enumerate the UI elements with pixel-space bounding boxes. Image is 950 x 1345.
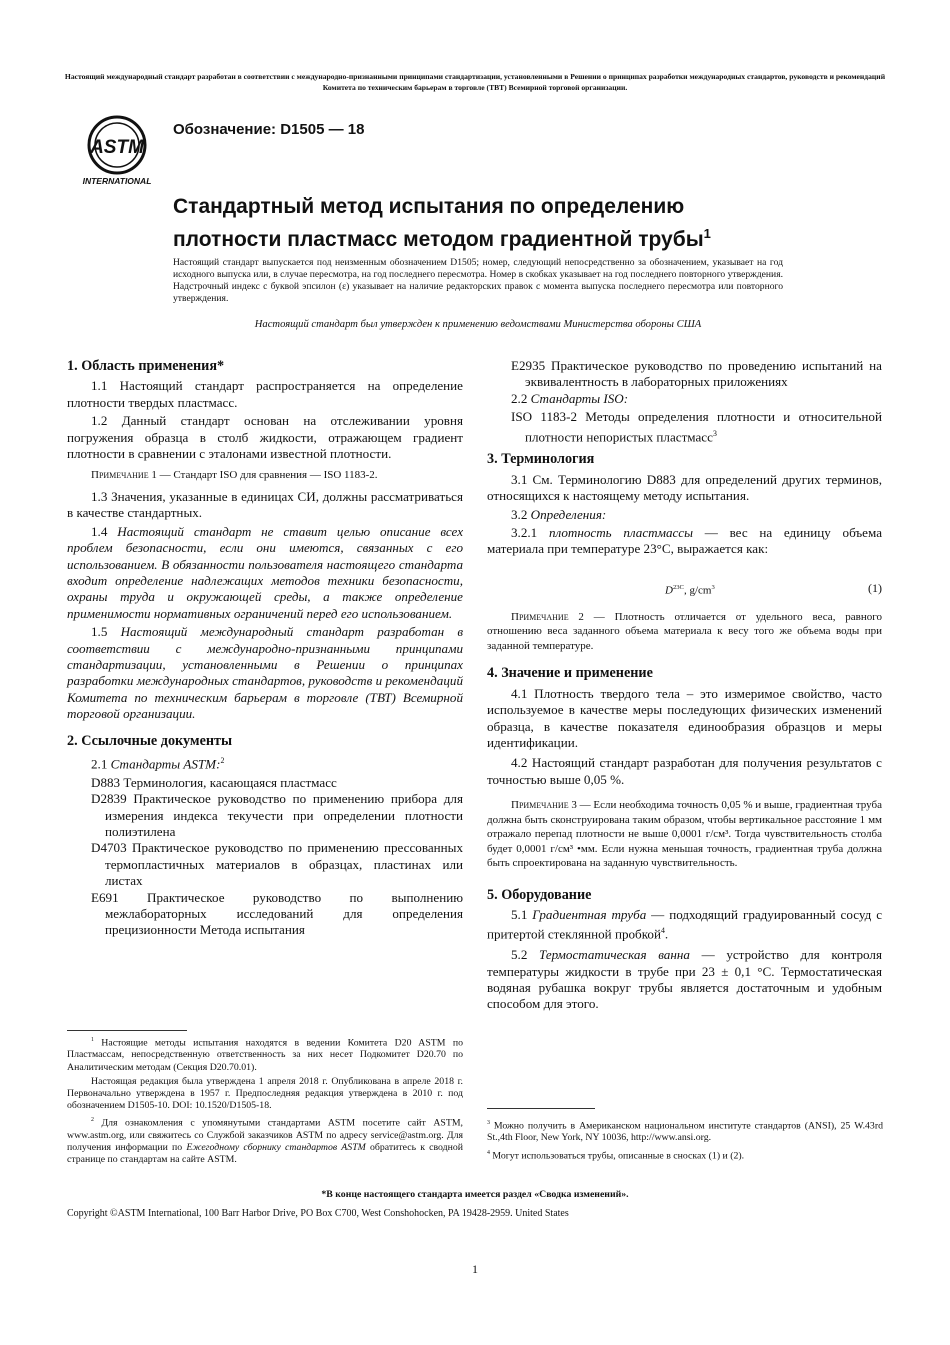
footnote-1b: Настоящая редакция была утверждена 1 апреля 2018 г. Опубликована в апреле 2018 г. Первоначально утверждена в 1957 г. Предпоследняя редакция утверждена в 2010 г. под обозначением D1505-10. DOI: 10.1520/D1505-18. [67,1075,463,1112]
reference-item [511,409,882,445]
para-5-2-num: 5.2 [511,947,540,963]
issue-note: Настоящий стандарт выпускается под неизменным обозначением D1505; номер, следующий непосредственно за обозначением, указывает на год исходного выпуска или, в случае пересмотра, на год последнего пересмотра. Номер в скобках указывает на год последнего повторного утверждения. Надстрочный индекс с буквой эпсилон (ε) указывает на наличие редакторских правок с момента выпуска последнего пересмотра или повторного утверждения. [173,257,783,304]
note-2-text: — Плотность отличается от удельного веса, равного отношению веса заданного объема материала к весу того же объема воды при заданной температуре. [487,610,882,652]
equation-unit-superscript: 3 [711,583,715,591]
para-5-2-text: — устройство для контроля температуры жидкости в трубе при 23 ± 0,1 °C. Термостатическая водяная рубашка вокруг трубы является достаточным и удобным способом для этого. [487,947,882,1012]
para-5-1-footnote-ref: 4 [660,926,665,936]
designation: Обозначение: D1505 — 18 [173,121,365,138]
footnote-3-marker: 3 [487,1120,490,1126]
section-2-heading: 2. Ссылочные документы [67,732,233,749]
iso-reference-list [487,409,882,445]
para-1-5-text: Настоящий международный стандарт разработан в соответствии с международно-признанными принципами стандартизации, установленными в Решении о принципах разработки международных стандартов, руководств и рекомендаций Комитета по техническим барьерам в торговле (ТВТ) Всемирной торговой организации. [67,624,464,722]
para-3-2-1-num: 3.2.1 [511,525,549,541]
para-5-1 [487,907,882,943]
note-3-label: Примечание 3 [511,799,577,812]
para-5-2 [487,947,882,1013]
reference-item: D2839 Практическое руководство по применению прибора для измерения индекса текучести при определении плотности полиэтилена [91,791,463,840]
logo-mark: ASTM [90,137,144,158]
para-1-1: 1.1 Настоящий стандарт распространяется на определение плотности твердых пластмасс. [67,378,463,410]
left-footnotes [67,1030,463,1169]
para-2-1-footnote-ref: 2 [220,756,225,766]
footnote-divider [487,1108,595,1109]
summary-of-changes-note: *В конце настоящего стандарта имеется раздел «Сводка изменений». [321,1189,629,1200]
reference-item: D883 Терминология, касающаяся пластмасс [91,774,337,790]
para-3-2-num: 3.2 [511,506,531,522]
note-1-label: Примечание 1 [91,469,157,482]
iso-footnote-ref: 3 [712,428,717,438]
footnote-2-text-b: обратитесь к сводной странице по стандартам на сайте ASTM. [67,1142,464,1166]
para-4-2: 4.2 Настоящий стандарт разработан для получения результатов с точностью выше 0,05 %. [487,755,882,787]
para-3-2 [487,507,882,523]
right-footnotes [487,1108,883,1164]
para-1-4 [67,524,463,622]
para-2-1-num: 2.1 [91,756,111,772]
note-3-text: — Если необходима точность 0,05 % и выше, градиентная труба должна быть сконструирована таким образом, чтобы вертикальное расстояние 1 мм отражало перепад плотности не выше 0,0001 г/см³. Тогда чувствительность столба будет 0,0001 г/см³ •мм. Если нужна меньшая точность, градиентная труба должна быть спроектирована на заданную чувствительность. [487,799,882,870]
footnote-2 [67,1114,463,1166]
reference-item: D4703 Практическое руководство по применению прессованных термопластичных материалов в образцах, пластинах или листах [91,840,463,889]
approval-note: Настоящий стандарт был утвержден к применению ведомствами Министерства обороны США [254,319,702,330]
footnote-divider [67,1030,187,1031]
note-2 [487,610,882,654]
para-1-3: 1.3 Значения, указанные в единицах СИ, должны рассматриваться в качестве стандартных. [67,488,463,521]
copyright: Copyright ©ASTM International, 100 Barr Harbor Drive, PO Box C700, West Conshohocken, PA 19428-2959. United States [67,1208,569,1219]
section-3-heading: 3. Терминология [487,451,595,468]
para-1-5 [67,624,463,722]
reference-item: E691 Практическое руководство по выполнению межлабораторных исследований для определения прецизионности Метода испытания [91,889,463,938]
section-5-heading: 5. Оборудование [487,886,592,903]
para-2-2-text: Стандарты ISO: [530,390,629,406]
footnote-4-text: Могут использоваться трубы, описанные в сносках (1) и (2). [492,1149,745,1161]
equation-number: (1) [868,580,882,595]
page-title [173,193,773,253]
para-3-2-text: Определения: [530,506,607,522]
logo-text: INTERNATIONAL [82,176,152,186]
iso-reference-text: ISO 1183-2 Методы определения плотности и относительной плотности непористых пластмасс [511,409,882,444]
para-4-1: 4.1 Плотность твердого тела – это измеримое свойство, часто используемое в качестве меры последующих физических изменений образца, в качестве показателя единообразия образцов и меры идентификации. [487,685,882,750]
footnote-3 [487,1117,883,1145]
equation-unit: , g/cm [683,584,712,597]
note-3 [487,798,882,871]
astm-reference-list [67,775,463,939]
title-footnote-ref: 1 [703,226,711,241]
note-1-text: — Стандарт ISO для сравнения — ISO 1183-2. [156,469,378,482]
astm-logo [76,112,158,188]
equation-symbol: D [665,584,673,597]
astm-reference-list-cont [487,358,882,391]
left-column [67,358,463,939]
para-2-2-num: 2.2 [511,390,531,406]
reference-item: E2935 Практическое руководство по проведению испытаний на эквивалентность в лабораторных приложениях [511,358,882,390]
para-1-2: 1.2 Данный стандарт основан на отслеживании уровня погружения образца в столб жидкости, отражающем градиент плотности в сравнении с эталонами известной плотности. [67,413,463,462]
para-1-4-num: 1.4 [91,523,118,539]
top-notice: Настоящий международный стандарт разработан в соответствии с международно-признанными принципами стандартизации, установленными в Решении о принципах разработки международных стандартов, руководств и рекомендаций Комитета по техническим барьерам в торговле (ТВТ) Всемирной торговой организации. [64,72,886,92]
para-3-1: 3.1 См. Терминологию D883 для определений других терминов, относящихся к настоящему методу испытания. [487,471,882,504]
footnote-1 [67,1034,463,1074]
para-5-1-text: — подходящий градуированный сосуд с притертой стеклянной пробкой [487,907,883,942]
footnote-2-marker: 2 [91,1117,94,1124]
para-3-2-1-term: плотность пластмассы [548,525,693,541]
para-2-2 [487,391,882,407]
para-2-1 [67,753,463,773]
section-4-heading: 4. Значение и применение [487,665,653,682]
footnote-4-marker: 4 [487,1149,490,1156]
para-5-2-term: Термостатическая ванна [539,947,690,963]
para-2-1-text: Стандарты ASTM: [110,756,221,772]
equation-expression [665,580,715,599]
right-column [487,358,882,1015]
footnote-4 [487,1147,883,1162]
para-1-5-num: 1.5 [91,624,121,640]
para-3-2-1-text: — вес на единицу объема материала при температуре 23°C, выражается как: [487,525,883,557]
footnote-1-marker: 1 [91,1037,94,1043]
equation-superscript: 23C [672,583,684,591]
para-5-1-end: . [664,926,669,942]
para-3-2-1 [487,525,882,558]
footnote-2-italic: Ежегодному сборнику стандартов ASTM [186,1142,366,1154]
equation-1 [487,574,882,604]
page-number: 1 [472,1262,478,1276]
para-1-4-text: Настоящий стандарт не ставит целью описание всех проблем безопасности, если они имеются, связанных с его использованием. В обязанности пользователя настоящего стандарта входит определение надлежащих методов техники безопасности, охраны труда и окружающей среды, а также определение применимости нормативных ограничений перед его использованием. [67,523,464,621]
section-1-heading: 1. Область применения* [67,358,225,374]
para-5-1-num: 5.1 [511,907,533,923]
footnote-3-text: Можно получить в Американском национальном институте стандартов (ANSI), 25 W.43rd St.,4th Floor, New York, NY 10036, http://www.ansi.org. [487,1120,883,1144]
note-2-label: Примечание 2 [511,610,584,623]
footnote-2-text-a: Для ознакомления с упомянутыми стандартами ASTM посетите сайт ASTM, www.astm.org, или свяжитесь со Службой заказчиков ASTM по адресу service@astm.org. Для получения информации по [67,1117,463,1154]
note-1 [67,468,463,483]
title-text: Стандартный метод испытания по определению плотности пластмасс методом градиентной трубы [173,195,704,251]
para-5-1-term: Градиентная труба [532,907,647,923]
footnote-1-text: Настоящие методы испытания находятся в ведении Комитета D20 ASTM по Пластмассам, непосредственную ответственность за них несет Подкомитет D20.70 по Аналитическим методам (Секция D20.70.01). [67,1037,463,1073]
